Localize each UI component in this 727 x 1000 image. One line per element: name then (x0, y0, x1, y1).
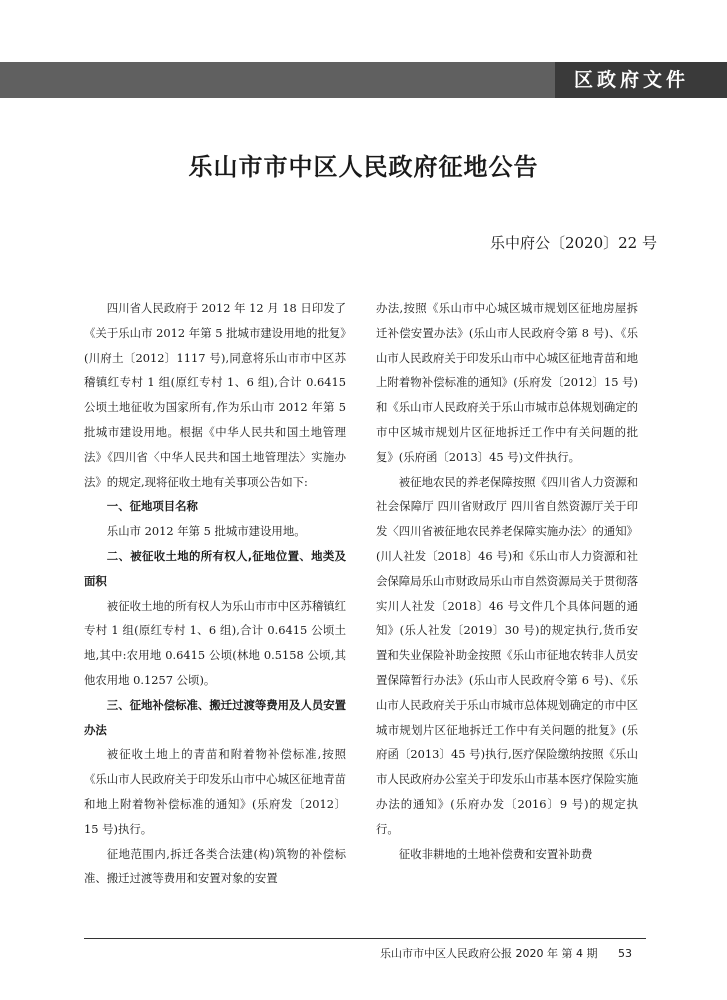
paragraph: 被征地农民的养老保障按照《四川省人力资源和社会保障厅 四川省财政厅 四川省自然资源厅关于印发〈四川省被征地农民养老保障实施办法〉的通知》(川人社发〔2018〕46 号)和《乐山市人力资源和社会保障局乐山市财政局乐山市自然资源局关于贯彻落实川人社发〔2018〕46 号文件几个具体问题的通知》(乐人社发〔2019〕30 号)的规定执行,货币安置和失业保险补助金按照《乐山市征地农转非人员安置保障暂行办法》(乐山市人民政府令第 6 号)、《乐山市人民政府关于乐山市城市总体规划确定的市中区城市规划片区征地拆迁工作中有关问题的批复》(乐府函〔2013〕45 号)执行,医疗保险缴纳按照《乐山市人民政府办公室关于印发乐山市基本医疗保险实施办法的通知》(乐府办发〔2016〕9 号)的规定执行。 (376, 474, 639, 836)
section-heading: 三、征地补偿标准、搬迁过渡等费用及人员安置办法 (84, 697, 347, 737)
section-heading: 二、被征收土地的所有权人,征地位置、地类及面积 (84, 548, 346, 588)
paragraph: 乐山市 2012 年第 5 批城市建设用地。 (106, 524, 306, 539)
page-number: 53 (618, 947, 632, 960)
paragraph: 四川省人民政府于 2012 年 12 月 18 日印发了《关于乐山市 2012 年第 5 批城市建设用地的批复》(川府土〔2012〕1117 号),同意将乐山市市中区苏稽镇红专村 1 组(原红专村 1、6 组),合计 0.6415 公顷土地征收为国家所有,作为乐山市 2012 年第 5 批城市建设用地。根据《中华人民共和国土地管理法》《四川省〈中华人民共和国土地管理法〉实施办法》的规定,现将征收土地有关事项公告如下: (84, 301, 346, 489)
footer-divider (84, 938, 646, 939)
footer-publication: 乐山市市中区人民政府公报 2020 年 第 4 期 (380, 947, 598, 960)
header-band (0, 62, 727, 98)
paragraph: 被征收土地上的青苗和附着物补偿标准,按照《乐山市人民政府关于印发乐山市中心城区征地青苗和地上附着物补偿标准的通知》(乐府发〔2012〕15 号)执行。 (84, 747, 346, 836)
section-title: 区政府文件 (573, 69, 689, 91)
paragraph: 征地范围内,拆迁各类合法建(构)筑物的补偿标准、搬迁过渡等费用和安置对象的安置 (84, 846, 346, 886)
left-column (84, 296, 346, 891)
document-number: 乐中府公〔2020〕22 号 (489, 234, 657, 252)
paragraph: 被征收土地的所有权人为乐山市市中区苏稽镇红专村 1 组(原红专村 1、6 组),合计 0.6415 公顷土地,其中:农用地 0.6415 公顷(林地 0.5158 公顷,其他农用地 0.1257 公顷)。 (84, 598, 347, 687)
section-heading: 一、征地项目名称 (106, 499, 198, 514)
page-title: 乐山市市中区人民政府征地公告 (188, 152, 539, 181)
paragraph: 征收非耕地的土地补偿费和安置补助费 (398, 846, 593, 861)
right-column (376, 296, 638, 866)
section-tab (555, 62, 727, 98)
paragraph-continued: 办法,按照《乐山市中心城区城市规划区征地房屋拆迁补偿安置办法》(乐山市人民政府令第 8 号)、《乐山市人民政府关于印发乐山市中心城区征地青苗和地上附着物补偿标准的通知》(乐府发〔2012〕15 号)和《乐山市人民政府关于乐山市城市总体规划确定的市中区城市规划片区征地拆迁工作中有关问题的批复》(乐府函〔2013〕45 号)文件执行。 (376, 301, 638, 464)
